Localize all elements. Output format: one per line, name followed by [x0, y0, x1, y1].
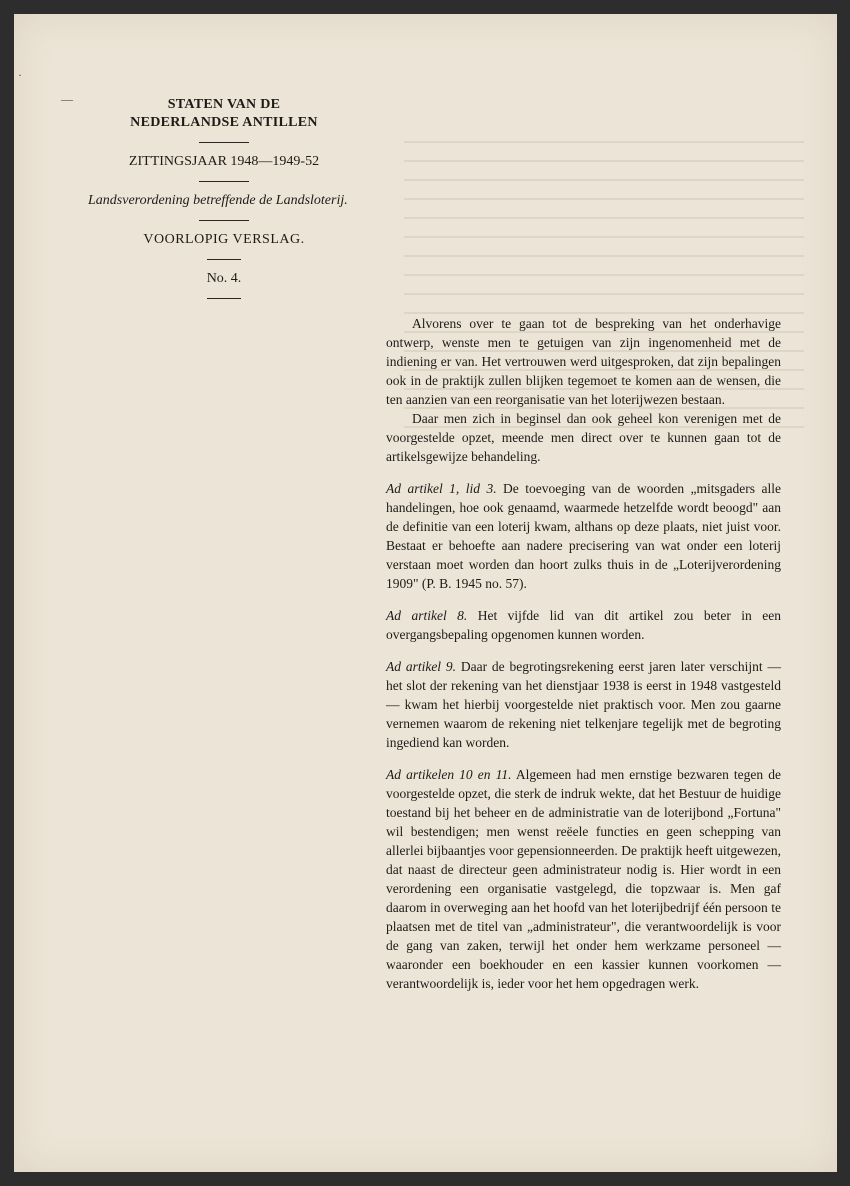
document-number: No. 4. [206, 271, 242, 286]
article-heading: Ad artikel 8. [386, 608, 468, 623]
article-8-paragraph [386, 606, 781, 644]
article-heading: Ad artikel 9. [386, 659, 457, 674]
article-text: Daar de begrotingsrekening eerst jaren later verschijnt — het slot der rekening van het dienstjaar 1938 is eerst in 1948 vastgesteld — kwam het hierbij voorgestelde niet praktisch voor. Men zou gaarne vernemen waarom de rekening niet telkenjare tegelijk met de begroting ingediend kan worden. [386, 659, 781, 750]
article-1-paragraph [386, 479, 781, 593]
subject-line: Landsverordening betreffende de Landsloterij. [88, 193, 348, 208]
margin-dot: · [18, 68, 22, 82]
margin-dash: — [61, 92, 73, 106]
divider [199, 220, 249, 221]
intro-paragraph-1: Alvorens over te gaan tot de bespreking van het onderhavige ontwerp, wenste men te getuigen van zijn ingenomenheid met de indiening er van. Het vertrouwen werd uitgesproken, dat zijn bepalingen ook in de praktijk zullen blijken tegemoet te komen aan de wensen, die ten aanzien van een reorganisatie van het loterijwezen bestaan. [386, 316, 781, 407]
title-line-2: NEDERLANDSE ANTILLEN [130, 115, 318, 130]
intro-paragraph-2: Daar men zich in beginsel dan ook geheel kon verenigen met de voorgestelde opzet, meende men direct over te kunnen gaan tot de artikelsgewijze behandeling. [386, 411, 781, 464]
divider [199, 181, 249, 182]
divider [207, 298, 241, 299]
article-text: De toevoeging van de woorden „mitsgaders alle handelingen, hoe ook genaamd, waarmede hetzelfde wordt beoogd" aan de definitie van een loterij kwam, althans op deze plaats, niet juist voor. Bestaat er behoefte aan nadere precisering van wat onder een loterij verstaan moet worden dan hoort zulks thuis in de „Loterijverordening 1909" (P. B. 1945 no. 57). [386, 481, 781, 591]
report-body [386, 314, 781, 993]
report-type: VOORLOPIG VERSLAG. [143, 232, 305, 247]
divider [207, 259, 241, 260]
article-10-11-paragraph [386, 765, 781, 993]
article-9-paragraph [386, 657, 781, 752]
article-text: Algemeen had men ernstige bezwaren tegen de voorgestelde opzet, die sterk de indruk wekte, dat het Bestuur de huidige toestand bij het beheer en de administratie van de loterijbond „Fortuna" wil bestendigen; men wenst reëele functies en geen schepping van allerlei bijbaantjes voor gepensionneerden. De praktijk heeft uitgewezen, dat naast de directeur geen administrateur nodig is. Hier wordt in een verordening een organisatie vastgelegd, die topzwaar is. Men gaf daarom in overweging aan het hoofd van het loterijbedrijf één persoon te plaatsen met de titel van „administrateur", die verantwoordelijk is voor de gang van zaken, terwijl het onder hem werkzame personeel — waaronder een boekhouder en een kassier kunnen voorkomen — verantwoordelijk is, ieder voor het hem opgedragen werk. [386, 767, 782, 991]
session-year: ZITTINGSJAAR 1948—1949-52 [128, 154, 320, 169]
article-heading: Ad artikelen 10 en 11. [386, 767, 512, 782]
article-text: Het vijfde lid van dit artikel zou beter in een overgangsbepaling opgenomen kunnen worden. [386, 608, 781, 642]
title-line-1: STATEN VAN DE [167, 97, 281, 112]
article-heading: Ad artikel 1, lid 3. [386, 481, 497, 496]
divider [199, 142, 249, 143]
document-header [88, 96, 360, 309]
